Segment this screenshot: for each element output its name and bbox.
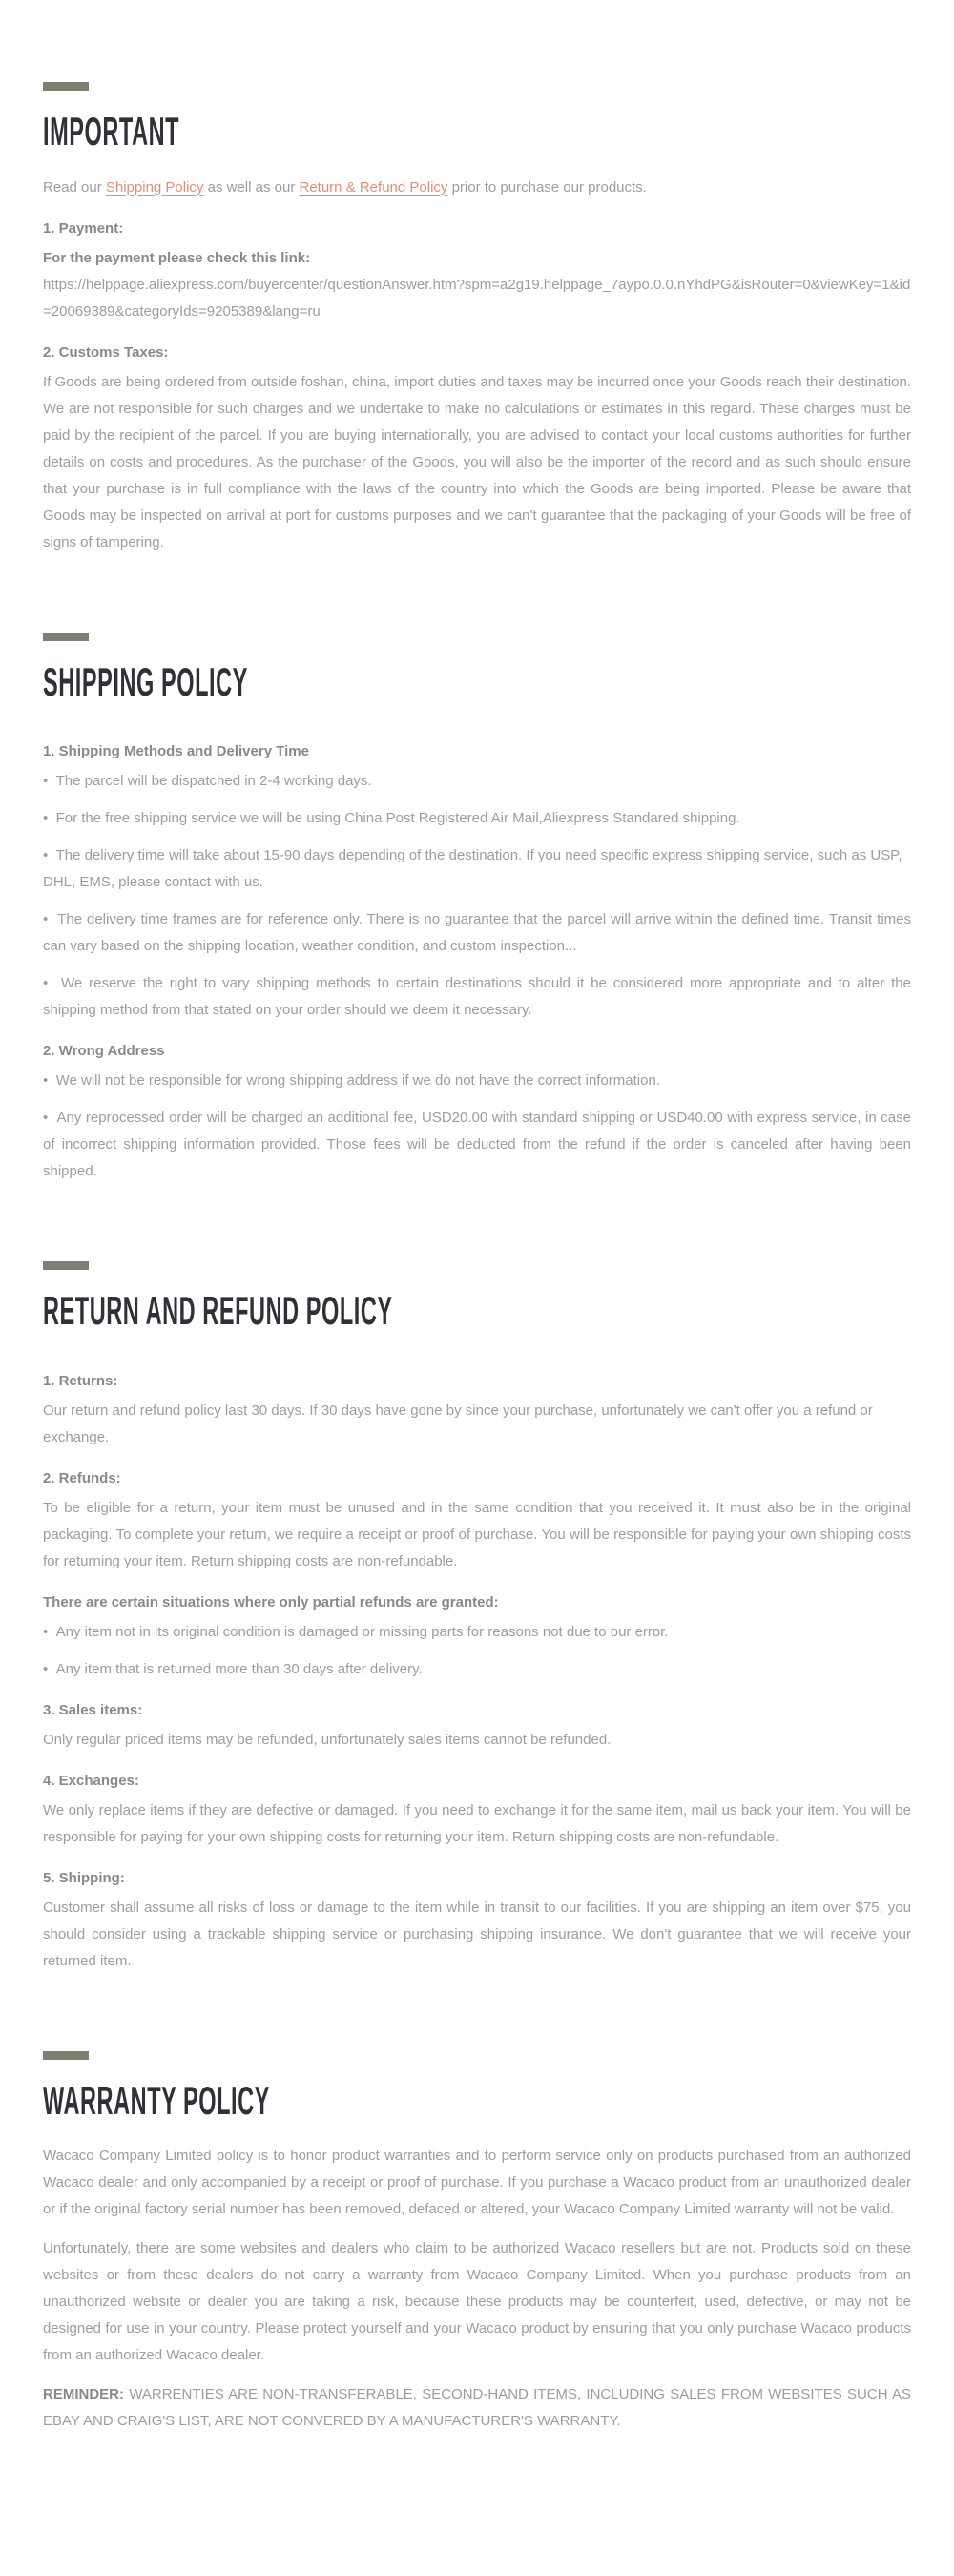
bullet-item: • We will not be responsible for wrong shipping address if we do not have the correct information. bbox=[43, 1068, 911, 1094]
paragraph: Customer shall assume all risks of loss or damage to the item while in transit to our facilities. If you are shipping an item over $75, you should consider using a trackable shipping service or purchasing shipping insurance. We don't guarantee that we will receive your returned item. bbox=[43, 1899, 911, 1969]
text-run: prior to purchase our products. bbox=[447, 178, 647, 196]
subheading: 4. Exchanges: bbox=[43, 1772, 139, 1789]
paragraph: Our return and refund policy last 30 days. If 30 days have gone by since your purchase, unfortunately we can't offer you a refund or exchange. bbox=[43, 1402, 873, 1445]
subheading: There are certain situations where only partial refunds are granted: bbox=[43, 1593, 499, 1610]
text-run: as well as our bbox=[203, 178, 300, 196]
section-accent-bar bbox=[43, 633, 89, 641]
shipping-policy-link[interactable]: Shipping Policy bbox=[105, 178, 204, 196]
section-title: WARRANTY POLICY bbox=[43, 2077, 270, 2123]
section-title: RETURN AND REFUND POLICY bbox=[43, 1288, 393, 1334]
bullet-item: • We reserve the right to vary shipping methods to certain destinations should it be considered more appropriate and to alter the shipping method from that stated on your order should we deem it necessary. bbox=[43, 970, 911, 1024]
section-title: SHIPPING POLICY bbox=[43, 658, 248, 704]
bullet-item: • The delivery time will take about 15-90 days depending of the destination. If you need specific express shipping service, such as USP, DHL, EMS, please contact with us. bbox=[43, 842, 911, 896]
subheading: 1. Payment: bbox=[43, 219, 124, 237]
subheading: 1. Returns: bbox=[43, 1372, 118, 1389]
section-title: IMPORTANT bbox=[43, 109, 180, 154]
text-run: Read our bbox=[43, 178, 106, 196]
section-title-row bbox=[43, 111, 911, 175]
subheading: 3. Sales items: bbox=[43, 1701, 143, 1718]
payment-url: https://helppage.aliexpress.com/buyercenter/questionAnswer.htm?spm=a2g19.helppage_7aypo.0.0.nYhdPG&isRouter=0&viewKey=1&id=20069389&categoryIds=9205389&lang=ru bbox=[43, 276, 911, 320]
section-accent-bar bbox=[43, 2051, 89, 2060]
bullet-item: • For the free shipping service we will be using China Post Registered Air Mail,Aliexpress Standared shipping. bbox=[43, 805, 911, 832]
paragraph: Unfortunately, there are some websites and dealers who claim to be authorized Wacaco resellers but are not. Products sold on these websites or from these dealers do not carry a warranty from Wacaco Company Limited. When you purchase products from an unauthorized website or dealer you are taking a risk, because these products may be counterfeit, used, defective, or may not be designed for use in your country. Please protect yourself and your Wacaco product by ensuring that you only purchase Wacaco products from an authorized Wacaco dealer. bbox=[43, 2240, 911, 2364]
section-title-row bbox=[43, 658, 911, 725]
paragraph: Wacaco Company Limited policy is to honor product warranties and to perform service only on products purchased from an authorized Wacaco dealer and only accompanied by a receipt or proof of purchase. If you purchase a Wacaco product from an unauthorized dealer or if the original factory serial number has been removed, defaced or altered, your Wacaco Company Limited warranty will not be valid. bbox=[43, 2148, 911, 2218]
subheading: 2. Refunds: bbox=[43, 1469, 121, 1486]
subheading: 2. Customs Taxes: bbox=[43, 343, 169, 361]
bullet-item: • Any reprocessed order will be charged an additional fee, USD20.00 with standard shipping or USD40.00 with express service, in case of incorrect shipping information provided. Those fees will be deducted from the refund if the order is canceled after having been shipped. bbox=[43, 1105, 911, 1185]
bullet-item: • Any item not in its original condition is damaged or missing parts for reasons not due to our error. bbox=[43, 1619, 911, 1646]
section-title-row bbox=[43, 1290, 911, 1354]
subheading: 5. Shipping: bbox=[43, 1869, 125, 1886]
paragraph: We only replace items if they are defective or damaged. If you need to exchange it for the same item, mail us back your item. You will be responsible for paying for your own shipping costs for returning your item. Return shipping costs are non-refundable. bbox=[43, 1801, 911, 1845]
paragraph bbox=[43, 175, 911, 201]
policy-section-shipping-policy bbox=[43, 633, 911, 1186]
reminder-paragraph bbox=[43, 2381, 911, 2435]
section-accent-bar bbox=[43, 1261, 89, 1270]
bullet-item: • The delivery time frames are for reference only. There is no guarantee that the parcel will arrive within the defined time. Transit times can vary based on the shipping location, weather condition, and custom inspection... bbox=[43, 906, 911, 960]
bullet-item: • The parcel will be dispatched in 2-4 working days. bbox=[43, 768, 911, 795]
paragraph: If Goods are being ordered from outside foshan, china, import duties and taxes may be incurred once your Goods reach their destination. We are not responsible for such charges and we undertake to make no calculations or estimates in this regard. These charges must be paid by the recipient of the parcel. If you are buying internationally, you are advised to contact your local customs authorities for further details on costs and procedures. As the purchaser of the Goods, you will also be the importer of the record and as such should ensure that your purchase is in full compliance with the laws of the country into which the Goods are being imported. Please be aware that Goods may be inspected on arrival at port for customs purposes and we can't guarantee that the packaging of your Goods will be free of signs of tampering. bbox=[43, 373, 911, 551]
subheading: For the payment please check this link: bbox=[43, 249, 311, 266]
section-title-row bbox=[43, 2077, 911, 2144]
policy-section-warranty-policy bbox=[43, 2051, 911, 2436]
subheading: 2. Wrong Address bbox=[43, 1043, 165, 1060]
return-refund-policy-link[interactable]: Return & Refund Policy bbox=[299, 178, 448, 196]
policy-section-important bbox=[43, 82, 911, 556]
bullet-item: • Any item that is returned more than 30 days after delivery. bbox=[43, 1656, 911, 1683]
text-run: WARRENTIES ARE NON-TRANSFERABLE, SECOND-HAND ITEMS, INCLUDING SALES FROM WEBSITES SUCH AS EBAY AND CRAIG'S LIST, ARE NOT CONVERED BY A MANUFACTURER'S WARRANTY. bbox=[43, 2386, 911, 2430]
subheading: 1. Shipping Methods and Delivery Time bbox=[43, 743, 309, 760]
reminder-label: REMINDER: bbox=[43, 2386, 124, 2403]
policy-section-return-refund-policy bbox=[43, 1261, 911, 1975]
paragraph: To be eligible for a return, your item must be unused and in the same condition that you received it. It must also be in the original packaging. To complete your return, we require a receipt or proof of purchase. You will be responsible for paying your own shipping costs for returning your item. Return shipping costs are non-refundable. bbox=[43, 1499, 911, 1569]
paragraph: Only regular priced items may be refunded, unfortunately sales items cannot be refunded. bbox=[43, 1731, 612, 1748]
section-accent-bar bbox=[43, 82, 89, 91]
